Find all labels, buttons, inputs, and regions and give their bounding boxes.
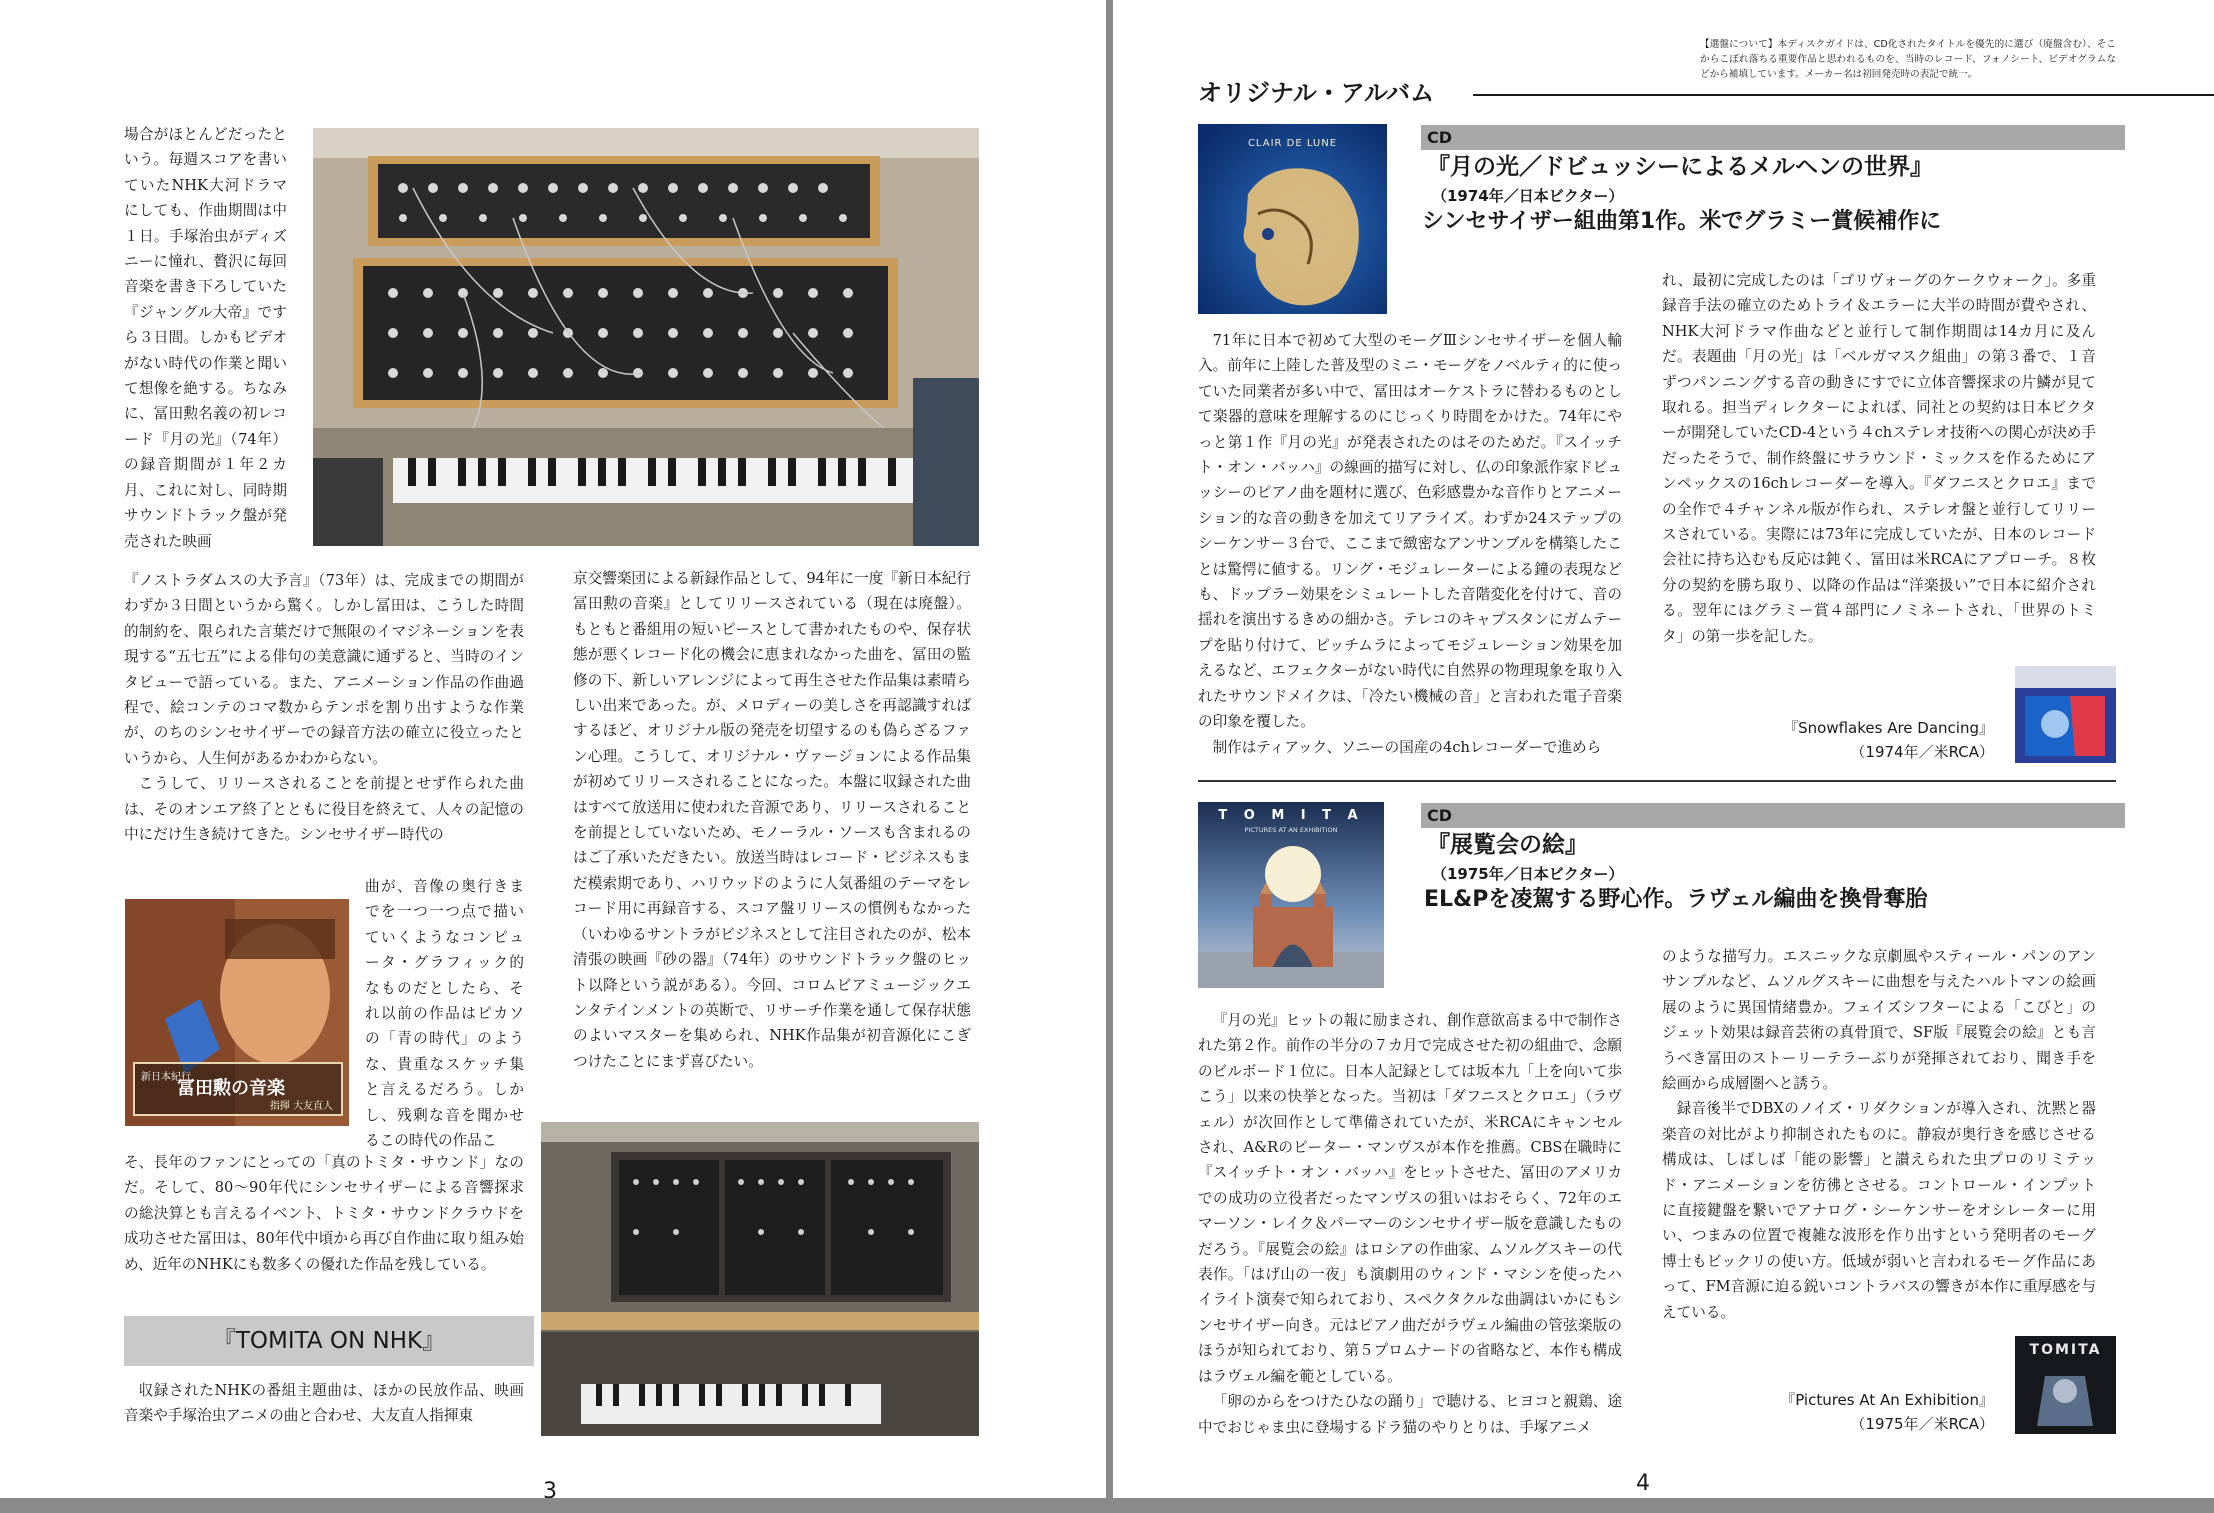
- album2-text-right: のような描写力。エスニックな京劇風やスティール・パンのアンサンブルなど、ムソルグスキーに曲想を与えたハルトマンの絵画展のように異国情緒豊か。フェイズシフターによる「こびと」のジェット効果は録音芸術の真骨頂で、SF版『展覧会の絵』とも言うべき冨田のストーリーテラーぶりが発揮されており、聞き手を絵画から成層圏へと誘う。 録音後半でDBXのノイズ・リダクションが導入され、沈黙と器楽音の対比がより抑制されたものに。静寂が奥行きを感じさせる構成は、しばしば「能の影響」と讃えられた虫プロのリミテッド・アニメーションを彷彿とさせる。コントロール・インプットに直接鍵盤を繋いでアナログ・シーケンサーをオシレーターに用い、つまみの位置で複雑な波形を作り出すという発明者のモーグ博士もビックリの使い方。低域が弱いと言われるモーグ作品にあって、FM音源に迫る鋭いコントラバスの響きが本作に重厚感を与えている。: [1662, 948, 2096, 1321]
- cover-title-box: 新日本紀行 冨田勲の音楽 指揮 大友直人: [133, 1062, 343, 1116]
- album1-format-bar: CD: [1421, 125, 2125, 150]
- moog-synthesizer-illustration: [313, 128, 979, 546]
- text-column-top: 場合がほとんどだったという。毎週スコアを書いていたNHK大河ドラマにしても、作曲期間は中１日。手塚治虫がディズニーに憧れ、贅沢に毎回音楽を書き下ろしていた『ジャングル大帝』ですら３日間。しかもビデオがない時代の作業と聞いて想像を絶する。ちなみに、冨田勲名義の初レコード『月の光』（74年）の録音期間が１年２カ月、これに対し、同時期サウンドトラック盤が発売された映画: [124, 126, 287, 550]
- album-divider: [1198, 780, 2116, 782]
- selection-note: 【選盤について】本ディスクガイドは、CD化されたタイトルを優先的に選び（廃盤含む）、そこからこぼれ落ちる重要作品と思われるものを、当時のレコード、フォノシート、ビデオグラムなどから補填しています。メーカー名は初回発売時の表記で統一。: [1700, 39, 2116, 80]
- pictures-small-cover: TOMITA: [2015, 1336, 2116, 1434]
- clair-de-lune-cover: CLAIR DE LUNE: [1198, 124, 1387, 314]
- album1-text-left: 71年に日本で初めて大型のモーグⅢシンセサイザーを個人輸入。前年に上陸した普及型のミニ・モーグをノベルティ的に使っていた同業者が多い中で、冨田はオーケストラに替わるものとして楽器的意味を理解するのにじっくり時間をかけた。74年にやっと第１作『月の光』が発表されたのはそのためだ。『スイッチト・オン・バッハ』の線画的描写に対し、仏の印象派作家ドビュッシーのピアノ曲を題材に選び、色彩感豊かな音作りとアニメーション的な音の動きを加えてリアライズ。わずか24ステップのシーケンサー３台で、ここまで緻密なアンサンブルを構築したことは驚愕に値する。リング・モジュレーターによる鐘の表現なども、ドップラー効果をシミュレートした音階変化を付けて、音の揺れを演出するきめの細かさ。テレコのキャプスタンにガムテープを貼り付けて、ピッチムラによってモジュレーション効果を加えるなど、エフェクターがない時代に自然界の物理現象を取り入れたサウンドメイクは、「冷たい機械の音」と言われた電子音楽の印象を覆した。 制作はティアック、ソニーの国産の4chレコーダーで進めら: [1198, 332, 1622, 756]
- page-number-4: 4: [1636, 1471, 1650, 1496]
- album2-format-bar: CD: [1421, 803, 2125, 828]
- album1-meta: （1974年／日本ビクター）: [1432, 187, 1624, 205]
- album2-headline: EL&Pを凌駕する野心作。ラヴェル編曲を換骨奪胎: [1424, 887, 1928, 912]
- page-number-3: 3: [543, 1479, 557, 1498]
- album1-caption: 『Snowflakes Are Dancing』 （1974年／米RCA）: [1783, 719, 1994, 761]
- moog-synthesizer-photo: [313, 128, 979, 546]
- page-4: [1113, 0, 2214, 1498]
- album1-headline: シンセサイザー組曲第1作。米でグラミー賞候補作に: [1422, 209, 1942, 234]
- text-column-middle: 京交響楽団による新録作品として、94年に一度『新日本紀行 冨田勲の音楽』としてリリースされている（現在は廃盤）。もともと番組用の短いピースとして書かれたものや、保存状態が悪くレコード化の機会に恵まれなかった曲を、冨田の監修の下、新しいアレンジによって再生させた作品集は素晴らしい出来であった。が、メロディーの美しさを再認識すればするほど、オリジナル版の発売を切望するのも偽らざるファン心理。こうして、オリジナル・ヴァージョンによる作品集が初めてリリースされることになった。本盤に収録された曲はすべて放送用に使われた音源であり、リリースされることを前提としていないため、モノーラル・ソースも含まれるのはご了承いただきたい。放送当時はレコード・ビジネスもまだ模索期であり、ハリウッドのように人気番組のテーマをレコード用に再録音する、スコア盤リリースの慣例もなかった（いわゆるサントラがビジネスとして注目されたのが、松本清張の映画『砂の器』（74年）のサウンドトラック盤のヒット以降という説がある）。今回、コロムビアミュージックエンタテインメントの英断で、リサーチ作業を通して保存状態のよいマスターを集められ、NHK作品集が初音源化にこぎつけたことにまず喜びたい。: [573, 570, 986, 1070]
- text-column-left: 『ノストラダムスの大予言』（73年）は、完成までの期間がわずか３日間というから驚く。しかし冨田は、こうした時間的制約を、限られた言葉だけで無限のイマジネーションを表現する“五七五”による俳句の美意識に通ずると、当時のインタビューで語っている。また、アニメーション作品の作曲過程で、絵コンテのコマ数からテンポを割り出すような作業が、のちのシンセサイザーでの録音方法の確立に役立ったというから、人生何があるかわからない。 こうして、リリースされることを前提とせず作られた曲は、そのオンエア終了とともに役目を終えて、人々の記憶の中にだけ生き続けてきた。シンセサイザー時代の: [124, 572, 524, 844]
- cover-art: [2015, 666, 2116, 763]
- album2-title: 『展覧会の絵』: [1427, 832, 1588, 858]
- text-column-bottom: 収録されたNHKの番組主題曲は、ほかの民放作品、映画音楽や手塚治虫アニメの曲と合わせ、大友直人指揮東: [124, 1382, 524, 1425]
- cover-art: [1198, 124, 1387, 314]
- studio-equipment-photo: [541, 1122, 979, 1436]
- section-heading-tomita-on-nhk: 『TOMITA ON NHK』: [124, 1316, 534, 1366]
- pictures-exhibition-cover: T O M I T A PICTURES AT AN EXHIBITION: [1198, 802, 1384, 988]
- text-column-left-lower: そ、長年のファンにとっての「真のトミタ・サウンド」なのだ。そして、80〜90年代にシンセサイザーによる音響探求の総決算とも言えるイベント、トミタ・サウンドクラウドを成功させた冨田は、80年代中頃から再び自作曲に取り組み始め、近年のNHKにも数多くの優れた作品を残している。: [124, 1154, 524, 1273]
- text-column-wrap: 曲が、音像の奥行きまでを一つ一つ点で描いていくようなコンピュータ・グラフィック的なものだとしたら、それ以前の作品はピカソの「青の時代」のような、貴重なスケッチ集と言えるだろう。しかし、残剰な音を聞かせるこの時代の作品こ: [365, 878, 524, 1150]
- snowflakes-cover: [2015, 666, 2116, 763]
- album1-text-right: れ、最初に完成したのは「ゴリヴォーグのケークウォーク」。多重録音手法の確立のためトライ＆エラーに大半の時間が費やされ、NHK大河ドラマ作曲などと並行して制作期間は14カ月に及んだ。表題曲「月の光」は「ベルガマスク組曲」の第３番で、１音ずつパンニングする音の動きにすでに立体音響探求の片鱗が見て取れる。担当ディレクターによれば、同社との契約は日本ビクターが開発していたCD-4という４chステレオ技術への関心が決め手だったそうで、制作終盤にサラウンド・ミックスを作るためにアンペックスの16chレコーダーを導入。『ダフニスとクロエ』までの全作で４チャンネル版が作られ、ステレオ盤と並行してリリースされている。実際には73年に完成していたが、日本のレコード会社に持ち込むも反応は鈍く、冨田は米RCAにアプローチ。８枚分の契約を勝ち取り、以降の作品は“洋楽扱い”で日本に紹介される。翌年にはグラミー賞４部門にノミネートされ、「世界のトミタ」の第一歩を記した。: [1662, 272, 2096, 645]
- album2-text-left: 『月の光』ヒットの報に励まされ、創作意欲高まる中で制作された第２作。前作の半分の７カ月で完成させた初の組曲で、念願のビルボード１位に。日本人記録としては坂本九「上を向いて歩こう」以来の快挙となった。当初は「ダフニスとクロエ」（ラヴェル）が次回作として準備されていたが、米RCAにキャンセルされ、A&Rのピーター・マンヴスが本作を推薦。CBS在職時に『スイッチト・オン・バッハ』をヒットさせた、冨田のアメリカでの成功の立役者だったマンヴスの狙いはおそらく、72年のエマーソン・レイク＆パーマーのシンセサイザー版を意識したものだろう。『展覧会の絵』はロシアの作曲家、ムソルグスキーの代表作。「はげ山の一夜」も演劇用のウィンド・マシンを使ったハイライト演奏で知られており、スペクタクルな曲調はいかにもシンセサイザー向き。元はピアノ曲だがラヴェル編曲の管弦楽版のほうが知られており、第５プロムナードの省略など、本作も構成はラヴェル編を範としている。 「卵のからをつけたひなの踊り」で聴ける、ヒヨコと親鶏、途中でおじゃま虫に登場するドラ猫のやりとりは、手塚アニメ: [1198, 1012, 1622, 1436]
- section-title: オリジナル・アルバム: [1198, 79, 1435, 107]
- page-3: [0, 0, 1106, 1498]
- album1-title: 『月の光／ドビュッシーによるメルヘンの世界』: [1427, 154, 1933, 180]
- album2-meta: （1975年／日本ビクター）: [1432, 865, 1624, 883]
- nhk-cd-cover: [125, 899, 349, 1126]
- studio-illustration: [541, 1122, 979, 1436]
- section-title-rule: [1473, 94, 2214, 96]
- album2-caption: 『Pictures At An Exhibition』 （1975年／米RCA）: [1780, 1391, 1994, 1433]
